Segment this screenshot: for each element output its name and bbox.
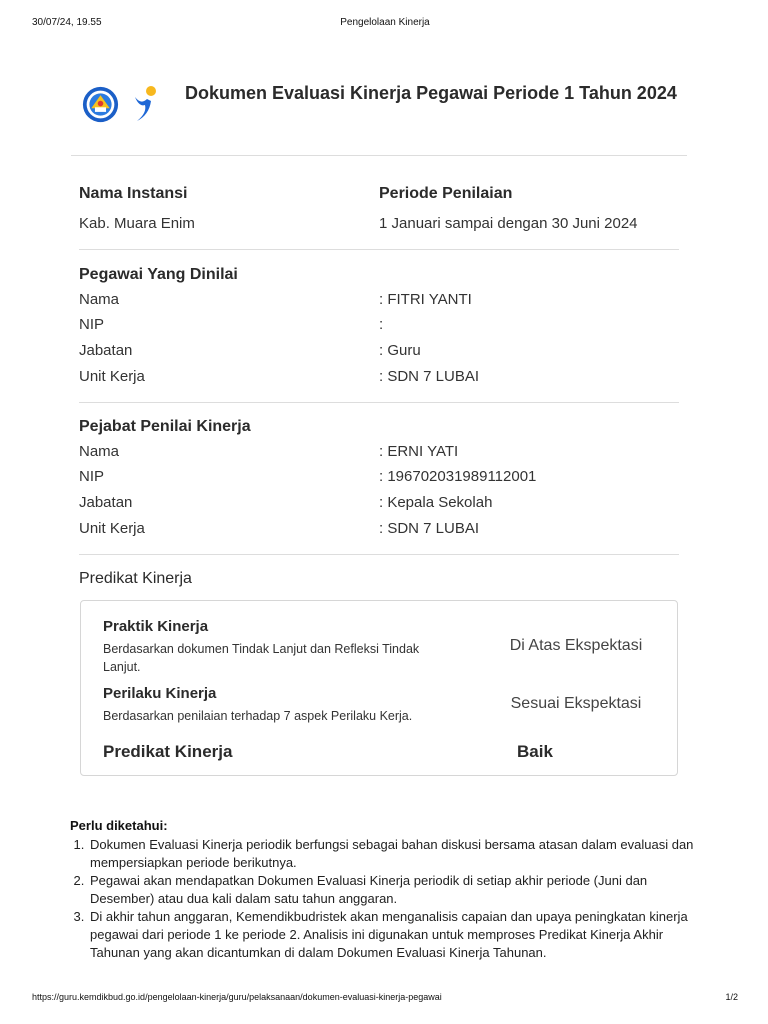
predikat-section-title: Predikat Kinerja [79,570,192,587]
praktik-kinerja-value: Di Atas Ekspektasi [509,637,643,654]
predikat-kinerja-final-value: Baik [517,742,553,761]
divider [79,402,679,403]
pejabat-nama-label: Nama [79,443,120,460]
pejabat-jabatan-label: Jabatan [79,494,133,511]
print-header [32,17,738,31]
guru-logo-icon [131,85,161,123]
print-page-title: Pengelolaan Kinerja [340,17,430,28]
print-page-number: 1/2 [725,992,738,1002]
praktik-kinerja-desc: Berdasarkan dokumen Tindak Lanjut dan Refleksi Tindak Lanjut. [103,642,420,674]
periode-penilaian-value: 1 Januari sampai dengan 30 Juni 2024 [379,215,638,232]
pegawai-unit-kerja-value: : SDN 7 LUBAI [379,368,480,385]
nama-instansi-value: Kab. Muara Enim [79,215,195,232]
divider [79,554,679,555]
pegawai-jabatan-label: Jabatan [79,342,133,359]
pegawai-nip-value: : [379,316,384,333]
note-item: 1. Dokumen Evaluasi Kinerja periodik berfungsi sebagai bahan diskusi bersama atasan dalam evaluasi dan mempersiapkan periode berikutnya. [88,836,708,872]
pegawai-nip-label: NIP [79,316,105,333]
note-item: 2. Pegawai akan mendapatkan Dokumen Evaluasi Kinerja periodik di setiap akhir periode (Juni dan Desember) atau dua kali dalam satu tahun anggaran. [88,872,708,908]
print-date: 30/07/24, 19.55 [32,17,102,28]
pejabat-nip-value: : 196702031989112001 [379,468,537,485]
pejabat-section-title: Pejabat Penilai Kinerja [79,418,251,435]
pegawai-unit-kerja-label: Unit Kerja [79,368,145,385]
note-item: 3. Di akhir tahun anggaran, Kemendikbudristek akan menganalisis capaian dan upaya peningkatan kinerja pegawai dari periode 1 ke periode 2. Analisis ini digunakan untuk memproses Predikat Kinerja Akhir Tahunan yang akan dicantumkan di dalam Dokumen Evaluasi Kinerja Tahunan. [88,908,708,962]
pegawai-jabatan-value: : Guru [379,342,421,359]
perilaku-kinerja-title: Perilaku Kinerja [103,685,217,702]
periode-penilaian-label: Periode Penilaian [379,185,513,202]
tut-wuri-handayani-logo-icon [82,86,119,123]
pejabat-unit-kerja-value: : SDN 7 LUBAI [379,520,480,537]
notes-title: Perlu diketahui: [70,818,168,833]
pegawai-nama-value: : FITRI YANTI [379,291,472,308]
document-title: Dokumen Evaluasi Kinerja Pegawai Periode 1 Tahun 2024 [185,83,677,103]
print-url: https://guru.kemdikbud.go.id/pengelolaan-kinerja/guru/pelaksanaan/dokumen-evaluasi-kinerja-pegawai [32,992,442,1002]
predikat-card [80,600,678,776]
perilaku-kinerja-desc: Berdasarkan penilaian terhadap 7 aspek Perilaku Kerja. [103,709,413,723]
pejabat-nip-label: NIP [79,468,105,485]
pejabat-jabatan-value: : Kepala Sekolah [379,494,493,511]
nama-instansi-label: Nama Instansi [79,185,188,202]
divider [71,155,687,156]
pegawai-nama-label: Nama [79,291,120,308]
divider [79,249,679,250]
predikat-kinerja-final-label: Predikat Kinerja [103,742,233,761]
pejabat-unit-kerja-label: Unit Kerja [79,520,145,537]
praktik-kinerja-title: Praktik Kinerja [103,618,209,635]
perilaku-kinerja-value: Sesuai Ekspektasi [510,695,642,712]
print-footer [32,992,738,1006]
pejabat-nama-value: : ERNI YATI [379,443,459,460]
pegawai-section-title: Pegawai Yang Dinilai [79,266,238,283]
notes-list [70,836,708,962]
